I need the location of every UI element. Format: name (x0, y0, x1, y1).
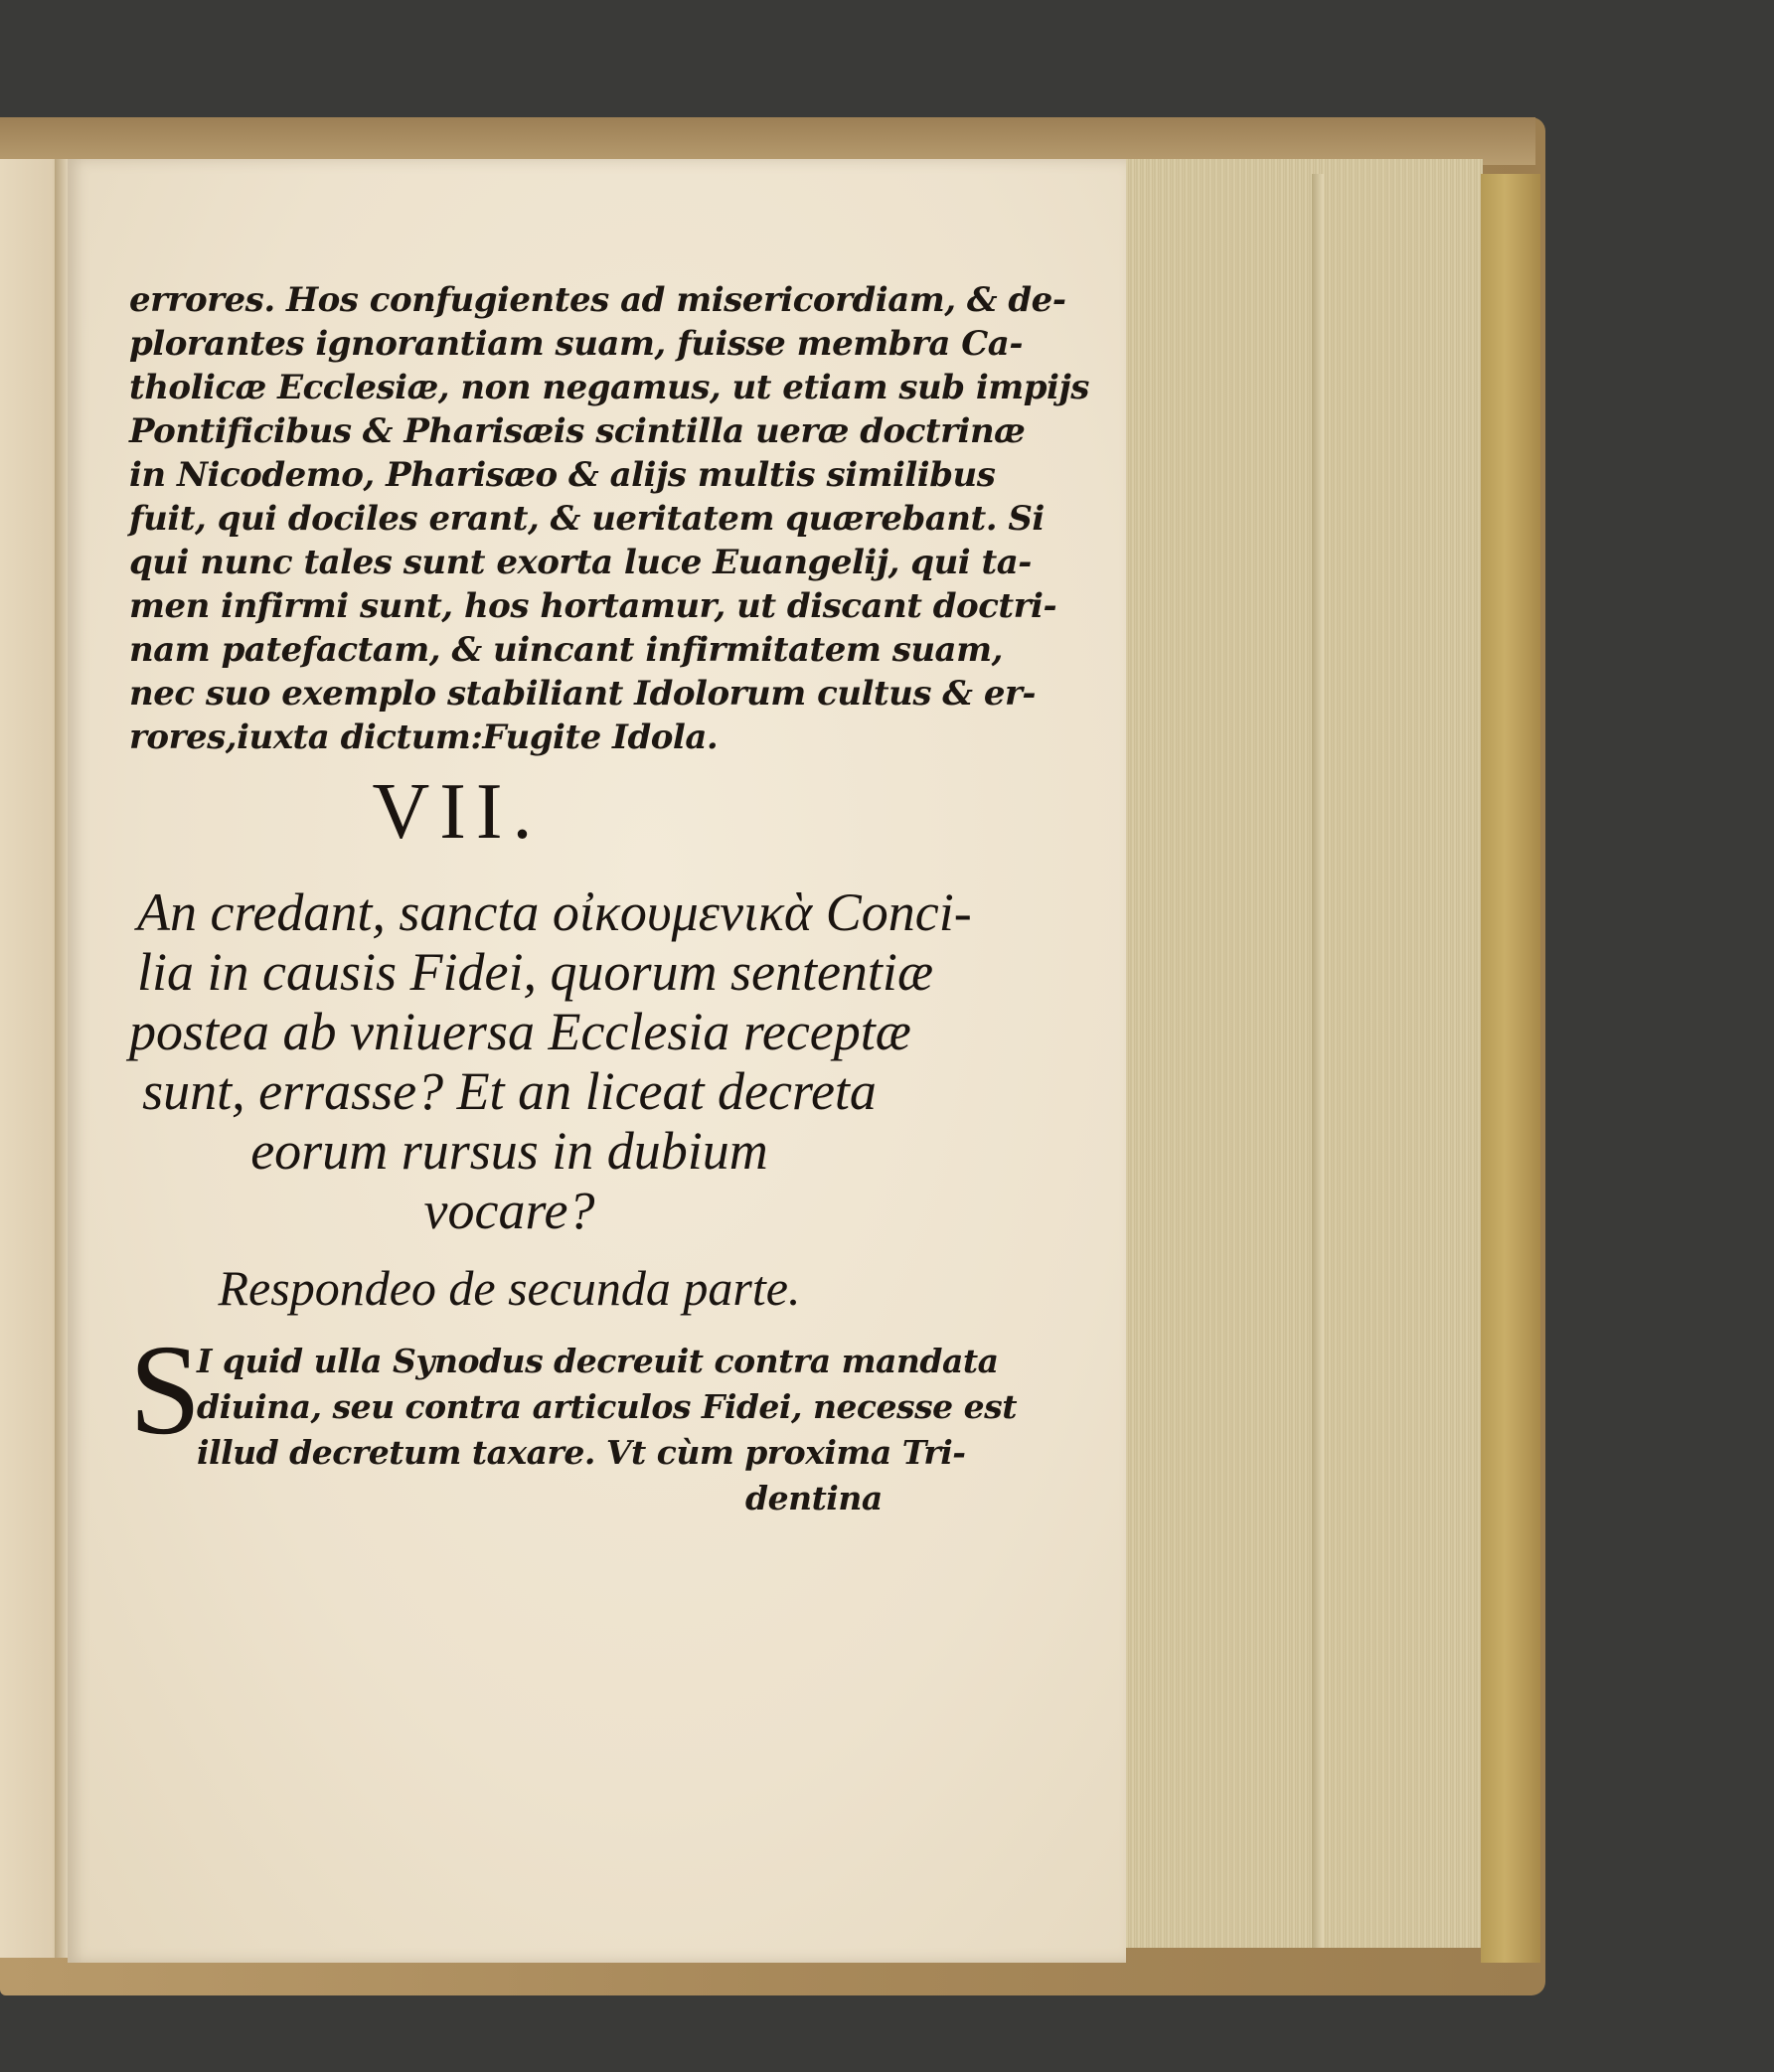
right-page (68, 159, 1126, 1963)
paragraph-line: fuit, qui dociles erant, & ueritatem quærebant. Si (129, 499, 1045, 539)
answer-line: I quid ulla Synodus decreuit contra mandata (197, 1342, 999, 1380)
answer-line: diuina, seu contra articulos Fidei, necesse est (197, 1387, 1017, 1426)
paragraph-line: nec suo exemplo stabiliant Idolorum cultus & er- (129, 674, 1036, 714)
paragraph-line: rores,iuxta dictum:Fugite Idola. (129, 717, 719, 757)
paragraph-line: plorantes ignorantiam suam, fuisse membra Ca- (129, 324, 1023, 364)
paragraph-line: men infirmi sunt, hos hortamur, ut discant doctri- (129, 586, 1057, 626)
answer-line: illud decretum taxare. Vt cùm proxima Tri- (197, 1433, 966, 1472)
drop-cap-initial: S (129, 1319, 202, 1462)
paragraph-line: in Nicodemo, Pharisæo & alijs multis similibus (129, 455, 996, 495)
paragraph-line: errores. Hos confugientes ad misericordiam, & de- (129, 280, 1066, 320)
question-line: An credant, sancta οἰκουμενικὰ Conci- (137, 882, 972, 942)
question-line: eorum rursus in dubium (250, 1121, 768, 1181)
paragraph-line: qui nunc tales sunt exorta luce Euangelij, qui ta- (129, 543, 1032, 582)
book-cover-right-edge (1481, 174, 1540, 1963)
page-block-divider (1312, 174, 1324, 1948)
section-number: VII. (372, 768, 543, 856)
paragraph-line: Pontificibus & Pharisæis scintilla ueræ doctrinæ (129, 411, 1026, 451)
book-cover-top-edge (0, 117, 1535, 165)
paragraph-line: nam patefactam, & uincant infirmitatem suam, (129, 630, 1003, 670)
page-block-fore-edge (1121, 159, 1483, 1948)
catchword: dentina (745, 1479, 883, 1517)
question-line: postea ab vniuersa Ecclesia receptæ (129, 1002, 911, 1061)
response-heading: Respondeo de secunda parte. (218, 1260, 801, 1316)
question-line: sunt, errasse? Et an liceat decreta (142, 1061, 877, 1121)
question-line: vocare? (423, 1181, 595, 1240)
paragraph-line: tholicæ Ecclesiæ, non negamus, ut etiam sub impijs (129, 368, 1089, 407)
question-line: lia in causis Fidei, quorum sententiæ (137, 942, 933, 1002)
